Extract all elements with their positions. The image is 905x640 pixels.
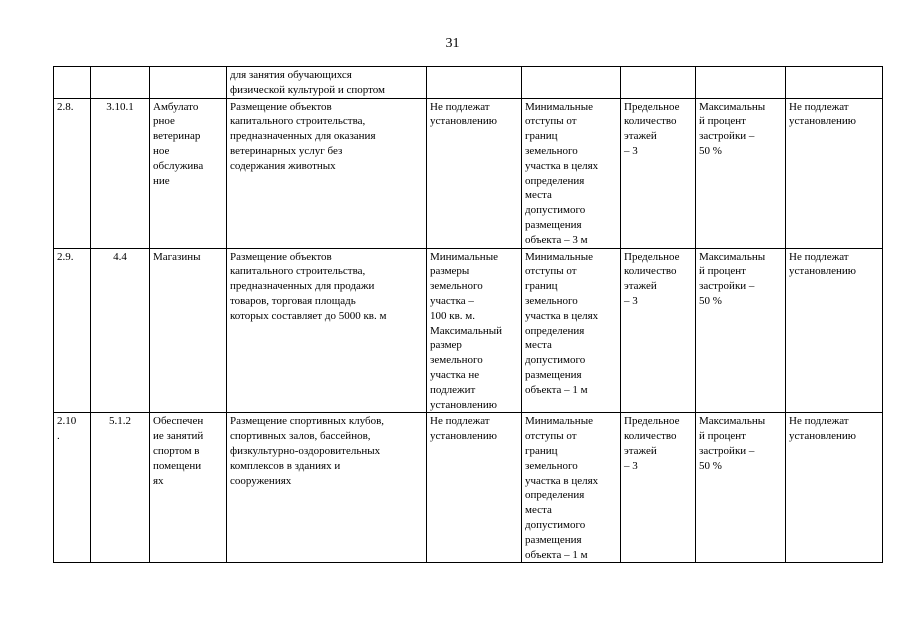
cell-coverage: Максимальны й процент застройки – 50 % <box>696 98 786 248</box>
cell-num <box>54 67 91 99</box>
cell-code: 4.4 <box>91 248 150 413</box>
cell-plot-size: Не подлежат установлению <box>427 98 522 248</box>
cell-description: Размещение объектов капитального строительства, предназначенных для продажи товаров, торговая площадь которых составляет до 5000 кв. м <box>227 248 427 413</box>
cell-coverage <box>696 67 786 99</box>
cell-name: Обеспечен ие занятий спортом в помещени ях <box>150 413 227 563</box>
cell-setbacks <box>522 67 621 99</box>
cell-code: 5.1.2 <box>91 413 150 563</box>
cell-floors: Предельное количество этажей – 3 <box>621 98 696 248</box>
cell-code <box>91 67 150 99</box>
cell-setbacks: Минимальные отступы от границ земельного участка в целях определения места допустимого размещения объекта – 3 м <box>522 98 621 248</box>
cell-floors <box>621 67 696 99</box>
cell-setbacks: Минимальные отступы от границ земельного участка в целях определения места допустимого размещения объекта – 1 м <box>522 413 621 563</box>
cell-coverage: Максимальны й процент застройки – 50 % <box>696 248 786 413</box>
cell-plot-size <box>427 67 522 99</box>
cell-other: Не подлежат установлению <box>786 413 883 563</box>
cell-num: 2.8. <box>54 98 91 248</box>
cell-num: 2.10 . <box>54 413 91 563</box>
table-row <box>54 413 883 563</box>
cell-code: 3.10.1 <box>91 98 150 248</box>
cell-coverage: Максимальны й процент застройки – 50 % <box>696 413 786 563</box>
cell-name: Магазины <box>150 248 227 413</box>
cell-other: Не подлежат установлению <box>786 248 883 413</box>
cell-name <box>150 67 227 99</box>
cell-floors: Предельное количество этажей – 3 <box>621 413 696 563</box>
cell-other <box>786 67 883 99</box>
cell-num: 2.9. <box>54 248 91 413</box>
page-number: 31 <box>445 36 460 51</box>
cell-description: Размещение спортивных клубов, спортивных залов, бассейнов, физкультурно-оздоровительных комплексов в зданиях и сооружениях <box>227 413 427 563</box>
cell-name: Амбулато рное ветеринар ное обслужива ние <box>150 98 227 248</box>
table-row <box>54 248 883 413</box>
cell-description: Размещение объектов капитального строительства, предназначенных для оказания ветеринарных услуг без содержания животных <box>227 98 427 248</box>
cell-other: Не подлежат установлению <box>786 98 883 248</box>
cell-plot-size: Не подлежат установлению <box>427 413 522 563</box>
cell-floors: Предельное количество этажей – 3 <box>621 248 696 413</box>
cell-description: для занятия обучающихся физической культурой и спортом <box>227 67 427 99</box>
cell-plot-size: Минимальные размеры земельного участка – 100 кв. м. Максимальный размер земельного участка не подлежит установлению <box>427 248 522 413</box>
cell-setbacks: Минимальные отступы от границ земельного участка в целях определения места допустимого размещения объекта – 1 м <box>522 248 621 413</box>
land-use-table <box>53 66 883 563</box>
table-row <box>54 98 883 248</box>
table-row-continuation <box>54 67 883 99</box>
